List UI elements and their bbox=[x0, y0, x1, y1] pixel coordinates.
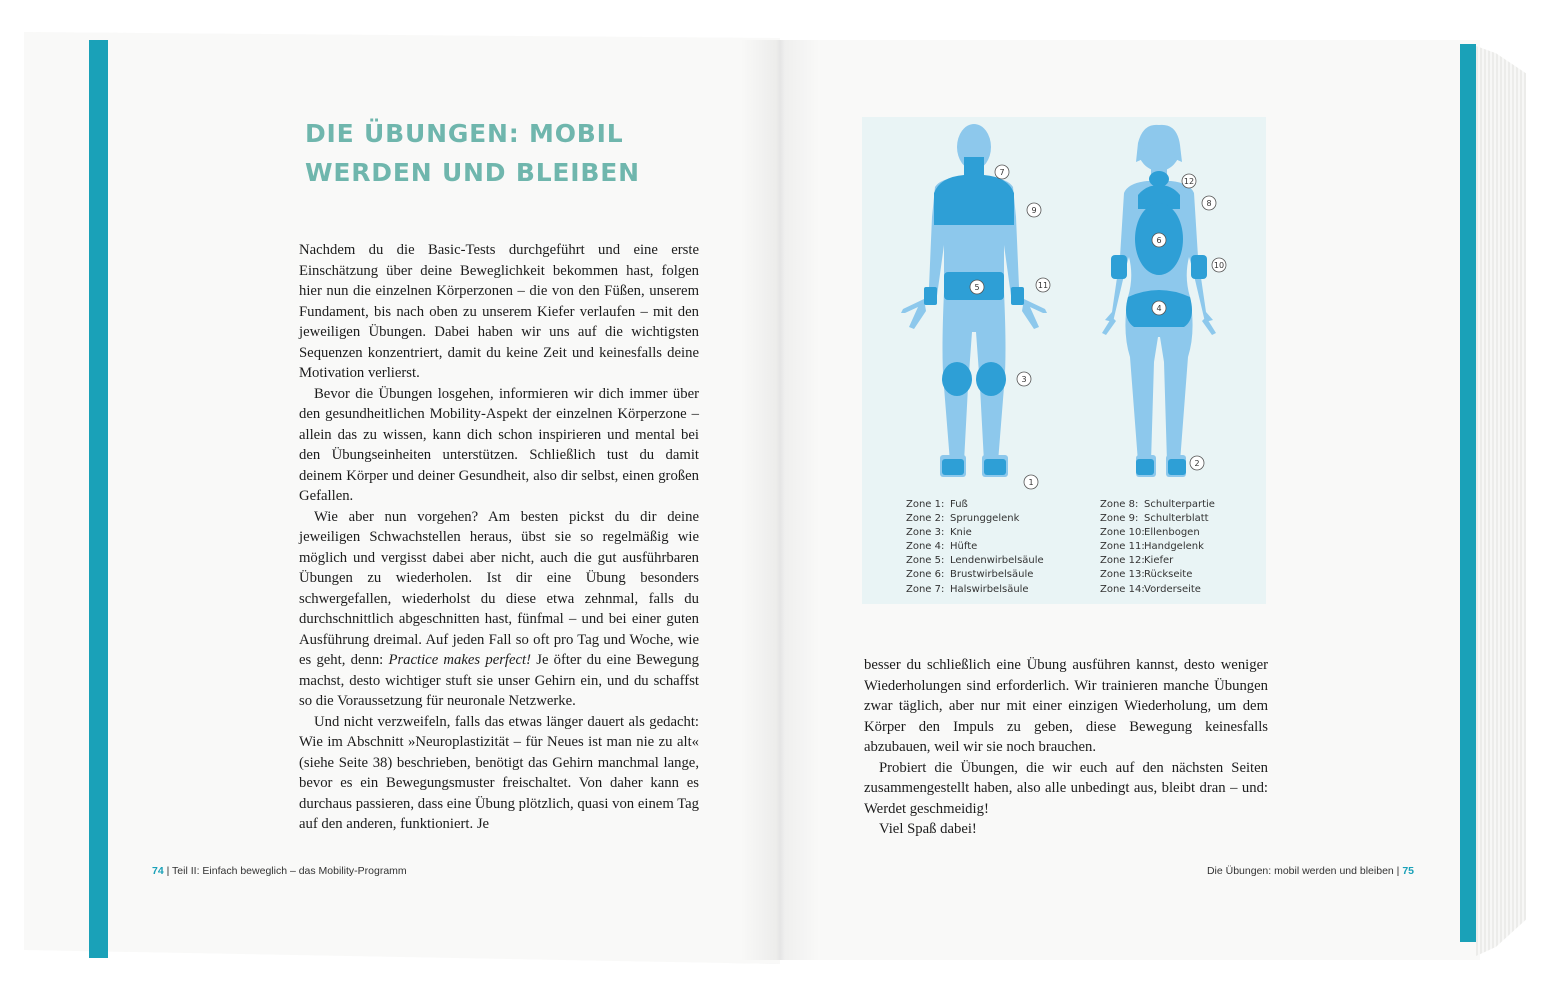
paragraph-3-text-b: Je öfter du eine Bewegung machst, desto wichtiger stuft sie unser Gehirn ein, und du schaffst so die Voraussetzung für neuronale Netzwerke. bbox=[299, 652, 699, 709]
svg-text:6: 6 bbox=[1156, 236, 1162, 245]
marker-front-2 bbox=[1027, 203, 1041, 217]
svg-text:1: 1 bbox=[1028, 478, 1034, 487]
paragraph-6: Probiert die Übungen, die wir euch auf den nächsten Seiten zusammengestellt haben, also alle unbedingt aus, bleibt dran – und: Werdet geschmeidig! bbox=[864, 759, 1268, 817]
marker-front-1 bbox=[995, 165, 1009, 179]
svg-text:5: 5 bbox=[974, 283, 980, 292]
paragraph-1: Nachdem du die Basic-Tests durchgeführt und eine erste Einschätzung über deine Beweglichkeit bekommen hast, folgen hier nun die einzelnen Körperzonen – die von den Füßen, unserem Fundament, bis nach oben zu unserem Kiefer verlaufen – mit den jeweiligen Übungen. Dabei haben wir uns auf die wichtigsten Sequenzen konzentriert, damit du keine Zeit und keinesfalls deine Motivation verlierst. bbox=[299, 242, 699, 381]
left-body-text bbox=[299, 240, 699, 835]
footer-left bbox=[152, 865, 407, 877]
legend-row: Zone 2: Sprunggelenk bbox=[906, 513, 1020, 525]
legend-row: Zone 3: Knie bbox=[906, 527, 972, 539]
front-figure bbox=[901, 124, 1047, 477]
legend-row: Zone 8: Schulterpartie bbox=[1100, 499, 1215, 510]
legend-right-column bbox=[1100, 498, 1215, 597]
svg-text:3: 3 bbox=[1021, 375, 1027, 384]
paragraph-2: Bevor die Übungen losgehen, informieren wir dich immer über den gesundheitlichen Mobility-Aspekt der einzelnen Körperzone – allein das zu wissen, kann dich schon inspirieren und mental bei den Übungseinheiten unterstützen. Schließlich tust du damit deinem Körper und deiner Gesundheit, also dir selbst, einen großen Gefallen. bbox=[299, 385, 699, 504]
svg-text:7: 7 bbox=[999, 168, 1005, 177]
marker-front-5 bbox=[1017, 372, 1031, 386]
svg-text:10: 10 bbox=[1213, 261, 1225, 270]
page-edges bbox=[1476, 46, 1526, 956]
marker-back-3 bbox=[1152, 233, 1166, 247]
page-number-right: 75 bbox=[1402, 865, 1414, 877]
legend-row: Zone 6: Brustwirbelsäule bbox=[906, 569, 1034, 581]
body-zones-illustration bbox=[862, 117, 1266, 497]
legend-row: Zone 12:Kiefer bbox=[1100, 555, 1174, 567]
paragraph-4: Und nicht verzweifeln, falls das etwas länger dauert als gedacht: Wie im Abschnitt »Neuroplastizität – für Neues ist man nie zu alt« (siehe Seite 38) beschrieben, benötigt das Gehirn manchmal lange, bevor es ein Bewegungsmuster freischaltet. Von daher kann es durchaus passieren, dass eine Übung plötzlich, quasi von einem Tag auf den anderen, funktioniert. Je bbox=[299, 713, 699, 832]
page-number-left: 74 bbox=[152, 865, 164, 877]
legend-row: Zone 1: Fuß bbox=[906, 499, 968, 510]
right-accent-bar bbox=[1460, 44, 1476, 942]
marker-back-5 bbox=[1152, 301, 1166, 315]
paragraph-3-text-a: Wie aber nun vorgehen? Am besten pickst du dir deine jeweiligen Schwachstellen heraus, übst sie so regelmäßig wie möglich und vergisst dabei aber nicht, auch die gut ausführbaren Übungen zu wiederholen. Ist dir eine Übung besonders schwergefallen, wiederholst du diese etwa zehnmal, falls du durchschnittlich abgeschnitten hast, fünfmal – und bei einer guten Ausführung dreimal. Auf jeden Fall so oft pro Tag und Woche, wie es geht, denn: bbox=[299, 508, 699, 668]
legend-row: Zone 10:Ellenbogen bbox=[1100, 527, 1200, 539]
chapter-title bbox=[305, 114, 705, 192]
svg-text:8: 8 bbox=[1206, 199, 1212, 208]
legend-row: Zone 13:Rückseite bbox=[1100, 569, 1193, 581]
paragraph-3-italic: Practice makes perfect! bbox=[388, 652, 532, 668]
right-body-text bbox=[864, 655, 1268, 840]
paragraph-5: besser du schließlich eine Übung ausführen kannst, desto weniger Wiederholungen sind erforderlich. Wir trainieren manche Übungen zwar täglich, aber nur mit einer einzigen Wiederholung, um dem Körper den Impuls zu geben, diese Bewegung keinesfalls abzubauen, weil wir sie noch brauchen. bbox=[864, 657, 1268, 755]
paragraph-7: Viel Spaß dabei! bbox=[879, 821, 977, 837]
marker-front-3 bbox=[1036, 278, 1050, 292]
footer-left-text: | Teil II: Einfach beweglich – das Mobility-Programm bbox=[163, 865, 407, 877]
marker-back-6 bbox=[1190, 456, 1204, 470]
legend-row: Zone 5: Lendenwirbelsäule bbox=[906, 555, 1044, 567]
marker-back-4 bbox=[1212, 258, 1226, 272]
legend-left-column bbox=[906, 498, 1044, 597]
marker-back-1 bbox=[1182, 174, 1196, 188]
chapter-title-line-2: WERDEN UND BLEIBEN bbox=[305, 158, 640, 187]
legend-row: Zone 11:Handgelenk bbox=[1100, 541, 1204, 553]
legend-row: Zone 9: Schulterblatt bbox=[1100, 513, 1209, 525]
legend-row: Zone 14:Vorderseite bbox=[1100, 583, 1201, 595]
left-accent-bar bbox=[89, 40, 108, 958]
svg-text:9: 9 bbox=[1031, 206, 1037, 215]
svg-text:2: 2 bbox=[1194, 459, 1200, 468]
legend-row: Zone 7: Halswirbelsäule bbox=[906, 583, 1029, 595]
marker-front-6 bbox=[1024, 475, 1038, 489]
svg-text:4: 4 bbox=[1156, 304, 1162, 313]
marker-front-4 bbox=[970, 280, 984, 294]
footer-right-text: Die Übungen: mobil werden und bleiben | bbox=[1206, 865, 1403, 877]
svg-text:12: 12 bbox=[1183, 177, 1195, 186]
paragraph-3 bbox=[299, 507, 699, 712]
chapter-title-line-1: DIE ÜBUNGEN: MOBIL bbox=[305, 119, 624, 148]
legend-row: Zone 4: Hüfte bbox=[906, 541, 978, 553]
svg-text:11: 11 bbox=[1037, 281, 1049, 290]
body-zones-figure bbox=[862, 117, 1266, 604]
footer-right bbox=[1207, 865, 1414, 877]
marker-back-2 bbox=[1202, 196, 1216, 210]
